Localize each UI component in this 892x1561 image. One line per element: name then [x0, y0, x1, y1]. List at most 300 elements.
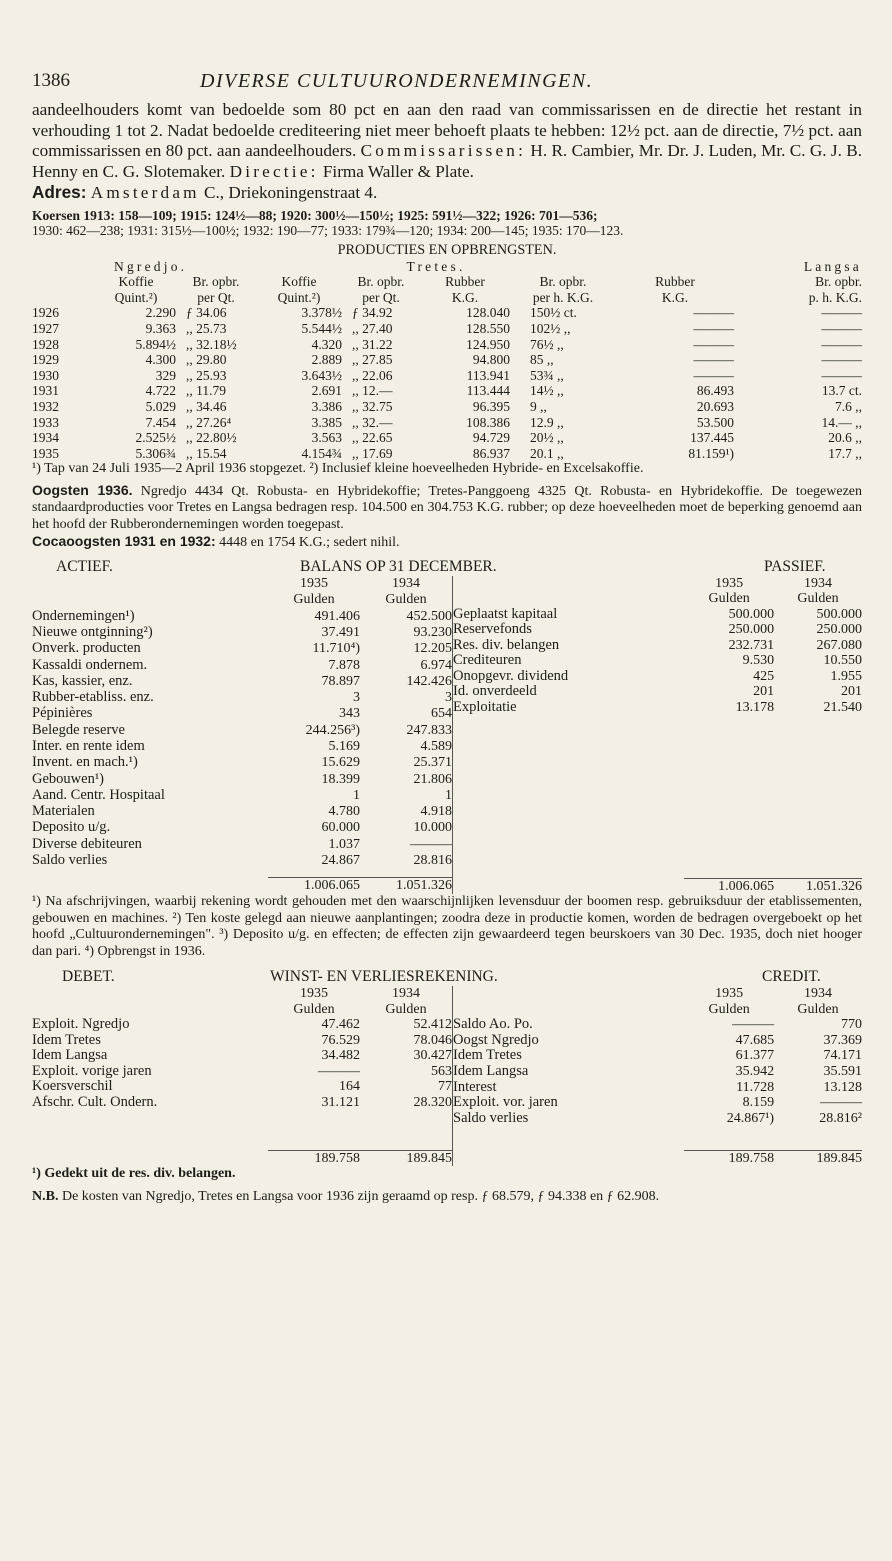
actief-value: 3 — [353, 690, 360, 706]
actief-row — [32, 641, 452, 657]
production-cell: 128.040 — [466, 305, 510, 321]
debet-label: Exploit. Ngredjo — [32, 1016, 130, 1033]
production-year: 1935 — [32, 445, 59, 461]
actief-row — [32, 657, 452, 673]
production-cell: 5.894½ — [135, 336, 176, 352]
adres-line — [32, 182, 862, 204]
col-header: per Qt. — [197, 289, 235, 305]
passief-value: 232.731 — [728, 637, 775, 653]
production-cell: 329 — [155, 367, 176, 383]
debet-value: 563 — [431, 1063, 452, 1079]
col-header: Koffie — [118, 274, 154, 290]
year-header: 1935 — [715, 986, 744, 1002]
credit-label: Interest — [453, 1078, 497, 1095]
actief-value: 654 — [431, 706, 452, 722]
actief-label: Kassaldi ondernem. — [32, 656, 148, 673]
production-cell: 108.386 — [466, 414, 510, 430]
nb-label: N.B. — [32, 1188, 59, 1204]
group-langsa: Langsa — [803, 258, 862, 274]
production-cell: 5.306¾ — [135, 445, 176, 461]
col-header: Br. opbr. — [192, 274, 240, 290]
production-cell: 124.950 — [466, 336, 510, 352]
production-cell: ƒ 34.06 — [186, 305, 227, 321]
passief-row — [453, 638, 863, 654]
production-cell: ,, 29.80 — [186, 352, 227, 368]
credit-label: Saldo Ao. Po. — [453, 1016, 533, 1033]
actief-value: 11.710⁴) — [312, 641, 360, 657]
debet-value: ——— — [318, 1063, 360, 1079]
debet-label: Koersverschil — [32, 1078, 113, 1095]
production-cell: ,, 27.40 — [352, 320, 393, 336]
passief-value: 1.955 — [830, 668, 862, 684]
production-cell: 20.1 ,, — [530, 445, 564, 461]
production-row — [32, 305, 862, 321]
col-header: Rubber — [445, 274, 485, 290]
year-header: 1935 — [300, 986, 328, 1002]
passief-value: 500.000 — [816, 606, 862, 622]
production-cell: 113.941 — [466, 367, 510, 383]
production-row — [32, 368, 862, 384]
actief-row — [32, 608, 452, 624]
production-cell: 2.889 — [311, 352, 342, 368]
commissarissen-label: Commissarissen: — [360, 141, 527, 160]
passief-row — [453, 684, 863, 700]
adres-rest: C., Driekoningenstraat 4. — [204, 183, 378, 202]
balans-total-left-1934: 1.051.326 — [360, 877, 452, 894]
production-year: 1934 — [32, 430, 59, 446]
production-cell: ,, 15.54 — [186, 445, 227, 461]
debet-value: 34.482 — [321, 1048, 360, 1064]
adres-label: Adres: — [32, 182, 87, 202]
actief-value: 24.867 — [321, 853, 360, 869]
production-cell: 94.800 — [472, 352, 510, 368]
actief-row — [32, 820, 452, 836]
production-cell: 128.550 — [466, 320, 510, 336]
production-cell: ——— — [693, 336, 734, 352]
production-cell: 4.154¾ — [301, 445, 342, 461]
year-header: 1934 — [392, 576, 420, 592]
passief-row — [453, 669, 863, 685]
production-cell: 3.643½ — [301, 367, 342, 383]
credit-row — [453, 1064, 863, 1080]
passief-value: 10.550 — [823, 653, 862, 669]
actief-value: 60.000 — [321, 820, 360, 836]
production-cell: 20.6 ,, — [828, 430, 862, 446]
actief-label: Gebouwen¹) — [32, 770, 104, 787]
production-year: 1932 — [32, 398, 59, 414]
actief-label: Aand. Centr. Hospitaal — [32, 786, 165, 803]
document-page — [32, 62, 862, 1205]
oogsten-label: Oogsten 1936. — [32, 481, 133, 498]
production-cell: ,, 22.80½ — [186, 430, 237, 446]
actief-row — [32, 722, 452, 738]
credit-label: Oogst Ngredjo — [453, 1031, 539, 1048]
production-cell: 4.722 — [145, 383, 176, 399]
passief-row — [453, 607, 863, 623]
oogsten-paragraph — [32, 482, 862, 534]
productions-group-row — [32, 259, 862, 275]
unit-header: Gulden — [797, 591, 839, 607]
winst-title: WINST- EN VERLIESREKENING. — [270, 968, 498, 986]
production-year: 1933 — [32, 414, 59, 430]
actief-row — [32, 739, 452, 755]
production-year: 1926 — [32, 305, 59, 321]
credit-row — [453, 1111, 863, 1127]
passief-label: Onopgevr. dividend — [453, 667, 569, 684]
passief-value: 13.178 — [735, 699, 775, 715]
production-row — [32, 430, 862, 446]
production-cell: 150½ ct. — [530, 305, 577, 321]
debet-value: 78.046 — [413, 1032, 452, 1048]
unit-header: Gulden — [708, 1001, 750, 1017]
koersen-line-1 — [32, 208, 862, 224]
production-cell: 9 ,, — [530, 398, 547, 414]
koersen-label: Koersen — [32, 207, 80, 223]
credit-value: 35.591 — [823, 1064, 862, 1079]
passief-label: Exploitatie — [453, 698, 517, 715]
balans-total-right-1934: 1.051.326 — [774, 878, 862, 894]
actief-value: 7.878 — [328, 657, 360, 673]
actief-label: Saldo verlies — [32, 852, 108, 869]
passief-value: 21.540 — [823, 699, 862, 715]
production-cell: 9.363 — [145, 320, 176, 336]
actief-label: Nieuwe ontginning²) — [32, 624, 153, 641]
year-header: 1935 — [300, 576, 328, 592]
debet-label: Idem Langsa — [32, 1047, 108, 1064]
production-row — [32, 352, 862, 368]
unit-header: Gulden — [797, 1001, 839, 1017]
actief-value: 4.780 — [328, 804, 360, 820]
production-cell: 3.385 — [311, 414, 342, 430]
production-cell: ——— — [821, 367, 862, 383]
production-cell: ——— — [693, 305, 734, 321]
production-cell: ——— — [821, 352, 862, 368]
credit-row — [453, 1095, 863, 1111]
intro-text: aandeelhouders komt van bedoelde som 80 pct en aan den raad van commissarissen en de directie het restant in verhouding 1 tot 2. Nadat bedoelde crediteering niet meer behoeft plaats te hebben: 12½ pct. aan de directie, 7½ pct. aan commissarissen en 80 pct. aan aandeelhouders. — [32, 100, 862, 160]
production-year: 1931 — [32, 383, 59, 399]
year-header: 1935 — [715, 575, 744, 591]
credit-value: 13.128 — [823, 1079, 862, 1095]
passief-value: 500.000 — [728, 606, 775, 622]
debet-value: 77 — [438, 1079, 452, 1095]
actief-value: 6.974 — [420, 657, 452, 673]
actief-value: 247.833 — [406, 722, 452, 738]
production-cell: 137.445 — [690, 430, 734, 446]
credit-value: 11.728 — [736, 1079, 775, 1095]
production-cell: ——— — [821, 320, 862, 336]
credit-value: 8.159 — [742, 1095, 775, 1111]
actief-value: 244.256³) — [305, 722, 360, 738]
production-cell: 20.693 — [696, 398, 734, 414]
productions-header-row-1 — [32, 274, 862, 290]
actief-value: 28.816 — [413, 853, 452, 869]
balans-actief-label: ACTIEF. — [56, 557, 113, 575]
oogsten-text: Ngredjo 4434 Qt. Robusta- en Hybridekoffie; Tretes-Panggoeng 4325 Qt. Robusta- en Hybridekoffie. De toegewezen standaardproducties voor Tretes en Langsa bedragen resp. 104.500 en 304.753 K.G. rubber; op deze hoeveelheden moet de beperking genoemd aan het hoofd der Rubberondernemingen worden toegepast. — [32, 483, 863, 532]
unit-header: Gulden — [385, 1001, 427, 1017]
balans-actief-table — [32, 576, 452, 895]
passief-label: Geplaatst kapitaal — [453, 605, 558, 622]
balans-total-left-1935: 1.006.065 — [268, 877, 360, 894]
year-header: 1934 — [804, 575, 833, 591]
production-cell: ƒ 34.92 — [352, 305, 393, 321]
production-cell: ,, 11.79 — [186, 383, 226, 399]
productions-title: PRODUCTIES EN OPBRENGSTEN. — [337, 242, 557, 259]
actief-row — [32, 787, 452, 803]
passief-value: 250.000 — [816, 622, 862, 638]
production-cell: 2.290 — [145, 305, 176, 321]
winst-credit-label: CREDIT. — [762, 968, 821, 986]
col-header: Br. opbr. — [357, 274, 405, 290]
passief-label: Crediteuren — [453, 652, 522, 669]
debet-row — [32, 1095, 452, 1111]
debet-value: 164 — [339, 1079, 360, 1095]
credit-value: 24.867¹) — [726, 1110, 775, 1126]
winst-heading — [32, 966, 862, 986]
actief-value: 343 — [339, 706, 360, 722]
debet-row — [32, 1033, 452, 1049]
actief-value: 3 — [445, 690, 452, 706]
unit-header: Gulden — [385, 592, 427, 608]
actief-value: 5.169 — [328, 739, 360, 755]
production-cell: ——— — [693, 352, 734, 368]
actief-value: 93.230 — [413, 625, 452, 641]
debet-value: 47.462 — [321, 1017, 360, 1033]
production-cell: 94.729 — [472, 430, 510, 446]
production-cell: 2.525½ — [135, 430, 176, 446]
production-cell: 14.— ,, — [821, 414, 862, 430]
production-cell: ,, 32.18½ — [186, 336, 237, 352]
productions-footnote: ¹) Tap van 24 Juli 1935—2 April 1936 stopgezet. ²) Inclusief kleine hoeveelheden Hybride- en Excelsakoffie. — [32, 461, 644, 477]
balans-title: BALANS OP 31 DECEMBER. — [300, 557, 497, 575]
production-cell: 3.563 — [311, 430, 342, 446]
debet-value: 28.320 — [413, 1094, 452, 1110]
production-cell: 7.6 ,, — [835, 398, 862, 414]
production-cell: ——— — [693, 320, 734, 336]
production-cell: 4.300 — [145, 352, 176, 368]
credit-value: ——— — [732, 1017, 775, 1033]
actief-value: 25.371 — [413, 755, 452, 771]
production-cell: ,, 31.22 — [352, 336, 393, 352]
cocao-label: Cocaoogsten 1931 en 1932: — [32, 533, 216, 550]
actief-label: Invent. en mach.¹) — [32, 754, 138, 771]
production-cell: ,, 25.73 — [186, 320, 227, 336]
actief-value: 142.426 — [406, 673, 452, 689]
actief-row — [32, 625, 452, 641]
actief-row — [32, 804, 452, 820]
actief-label: Inter. en rente idem — [32, 738, 145, 755]
debet-value: 76.529 — [321, 1032, 360, 1048]
production-cell: ,, 32.75 — [352, 398, 393, 414]
passief-row — [453, 622, 863, 638]
actief-label: Deposito u/g. — [32, 819, 111, 836]
passief-value: 201 — [841, 684, 862, 700]
production-cell: 81.159¹) — [688, 445, 734, 461]
production-cell: ,, 22.65 — [352, 430, 393, 446]
group-ngredjo: Ngredjo. — [114, 258, 188, 274]
production-cell: 85 ,, — [530, 352, 554, 368]
winst-total-right-1935: 189.758 — [684, 1150, 774, 1166]
col-header: Br. opbr. — [539, 274, 587, 290]
production-year: 1929 — [32, 352, 59, 368]
actief-label: Onverk. producten — [32, 640, 141, 657]
winst-body — [32, 986, 862, 1166]
cocao-line — [32, 533, 862, 552]
debet-row — [32, 1079, 452, 1095]
group-tretes: Tretes. — [406, 258, 466, 274]
production-cell: 17.7 ,, — [828, 445, 862, 461]
commissarissen-names: H. R. Cambier, Mr. Dr. J. Luden, Mr. C. G. J. B. Henny en C. G. Slotemaker. — [32, 141, 862, 181]
passief-label: Id. onverdeeld — [453, 683, 537, 700]
credit-value: 47.685 — [735, 1032, 775, 1048]
directie-names: Firma Waller & Plate. — [322, 161, 474, 181]
actief-row — [32, 674, 452, 690]
balans-footnote: ¹) Na afschrijvingen, waarbij rekening wordt gehouden met den waarschijnlijken levensduur der boomen resp. gebruiksduur der etablissementen, gebouwen en machines. ²) Ten koste gelegd aan nieuwe aanplantingen; zoodra deze in productie komen, worden de bedragen overgeboekt op het hoofd „Cultuurondernemingen". ³) Deposito u/g. en effecten; de effecten zijn gewaardeerd tegen beurskoers van 30 Dec. 1935, doch niet hooger dan pari. ⁴) Opbrengst in 1936. — [32, 894, 862, 959]
production-row — [32, 415, 862, 431]
winst-total-left-1934: 189.845 — [360, 1150, 452, 1166]
credit-value: 35.942 — [735, 1064, 775, 1079]
winst-credit-table — [452, 986, 862, 1166]
production-cell: 20½ ,, — [530, 430, 564, 446]
actief-value: 10.000 — [413, 820, 452, 836]
actief-value: 37.491 — [321, 625, 360, 641]
production-cell: 3.378½ — [301, 305, 342, 321]
actief-value: 15.629 — [321, 755, 360, 771]
production-cell: 113.444 — [466, 383, 510, 399]
actief-value: ——— — [410, 836, 452, 852]
credit-row — [453, 1048, 863, 1064]
winst-debet-table — [32, 986, 452, 1166]
credit-value: 61.377 — [735, 1048, 775, 1064]
actief-value: 21.806 — [413, 771, 452, 787]
actief-value: 1.037 — [328, 836, 360, 852]
actief-label: Diverse debiteuren — [32, 835, 142, 852]
debet-value: 52.412 — [413, 1017, 452, 1033]
production-cell: 3.386 — [311, 398, 342, 414]
production-cell: ,, 22.06 — [352, 367, 393, 383]
credit-label: Idem Langsa — [453, 1063, 529, 1079]
production-row — [32, 446, 862, 462]
actief-label: Ondernemingen¹) — [32, 607, 135, 624]
actief-label: Pépinières — [32, 705, 93, 722]
debet-value: 31.121 — [321, 1094, 360, 1110]
passief-value: 201 — [753, 684, 775, 700]
balans-passief-table — [452, 576, 862, 895]
passief-label: Reservefonds — [453, 621, 532, 638]
production-cell: ,, 12.— — [352, 383, 393, 399]
unit-header: Gulden — [293, 592, 335, 608]
production-cell: 14½ ,, — [530, 383, 564, 399]
production-year: 1928 — [32, 336, 59, 352]
production-cell: 12.9 ,, — [530, 414, 564, 430]
year-header: 1934 — [392, 986, 420, 1002]
credit-value: 37.369 — [823, 1032, 862, 1048]
passief-row — [453, 700, 863, 716]
page-header — [32, 62, 862, 100]
production-cell: 5.544½ — [301, 320, 342, 336]
passief-label: Res. div. belangen — [453, 636, 560, 653]
passief-value: 250.000 — [728, 622, 775, 638]
production-cell: ——— — [821, 336, 862, 352]
passief-value: 9.530 — [742, 653, 775, 669]
production-cell: ,, 34.46 — [186, 398, 227, 414]
col-header: Quint.²) — [277, 289, 321, 305]
credit-label: Idem Tretes — [453, 1047, 522, 1064]
winst-total-left-1935: 189.758 — [268, 1150, 360, 1166]
productions-header-row-2 — [32, 290, 862, 306]
production-cell: 96.395 — [472, 398, 510, 414]
actief-label: Belegde reserve — [32, 721, 125, 738]
actief-value: 78.897 — [321, 673, 360, 689]
col-header: Br. opbr. — [815, 274, 862, 290]
credit-label: Saldo verlies — [453, 1109, 529, 1126]
col-header: Quint.²) — [114, 289, 158, 305]
actief-label: Materialen — [32, 803, 95, 820]
col-header: per Qt. — [362, 289, 400, 305]
debet-value: 30.427 — [413, 1048, 452, 1064]
credit-value: 74.171 — [823, 1048, 862, 1064]
credit-label: Exploit. vor. jaren — [453, 1094, 558, 1111]
production-cell: 53¾ ,, — [530, 367, 564, 383]
production-cell: 53.500 — [696, 414, 734, 430]
passief-value: 425 — [753, 668, 775, 684]
winst-total-right-1934: 189.845 — [774, 1150, 862, 1166]
page-number: 1386 — [32, 70, 70, 91]
balans-passief-label: PASSIEF. — [764, 557, 826, 575]
credit-row — [453, 1033, 863, 1049]
production-cell: ,, 27.85 — [352, 352, 393, 368]
actief-value: 4.589 — [420, 739, 452, 755]
passief-value: 267.080 — [816, 637, 862, 653]
koersen-line-2 — [32, 223, 862, 239]
actief-value: 1 — [353, 787, 360, 803]
production-row — [32, 321, 862, 337]
col-header: Rubber — [655, 274, 695, 290]
production-cell: 86.937 — [472, 445, 510, 461]
debet-row — [32, 1048, 452, 1064]
production-cell: 86.493 — [696, 383, 734, 399]
production-year: 1930 — [32, 367, 59, 383]
actief-row — [32, 706, 452, 722]
nb-text: De kosten van Ngredjo, Tretes en Langsa voor 1936 zijn geraamd op resp. ƒ 68.579, ƒ 94.338 en ƒ 62.908. — [61, 1188, 660, 1204]
col-header: p. h. K.G. — [808, 289, 862, 305]
production-cell: 76½ ,, — [530, 336, 564, 352]
col-header: K.G. — [451, 289, 479, 305]
debet-row — [32, 1064, 452, 1080]
actief-value: 1 — [445, 787, 452, 803]
col-header: Koffie — [281, 274, 317, 290]
credit-value: 28.816² — [819, 1110, 862, 1126]
production-cell: ,, 17.69 — [352, 445, 393, 461]
production-cell: ——— — [821, 305, 862, 321]
credit-row — [453, 1080, 863, 1096]
actief-row — [32, 771, 452, 787]
passief-row — [453, 653, 863, 669]
cocao-text: 4448 en 1754 K.G.; sedert nihil. — [219, 535, 400, 551]
unit-header: Gulden — [293, 1001, 335, 1017]
unit-header: Gulden — [708, 591, 750, 607]
balans-body — [32, 576, 862, 895]
production-cell: 102½ ,, — [530, 320, 571, 336]
actief-value: 452.500 — [406, 608, 452, 624]
directie-label: Directie: — [229, 161, 319, 181]
production-cell: ,, 32.— — [352, 414, 393, 430]
production-cell: 5.029 — [145, 398, 176, 414]
actief-value: 18.399 — [321, 771, 360, 787]
actief-row — [32, 755, 452, 771]
credit-value: ——— — [820, 1095, 862, 1111]
intro-paragraph — [32, 100, 862, 182]
debet-label: Exploit. vorige jaren — [32, 1062, 152, 1079]
